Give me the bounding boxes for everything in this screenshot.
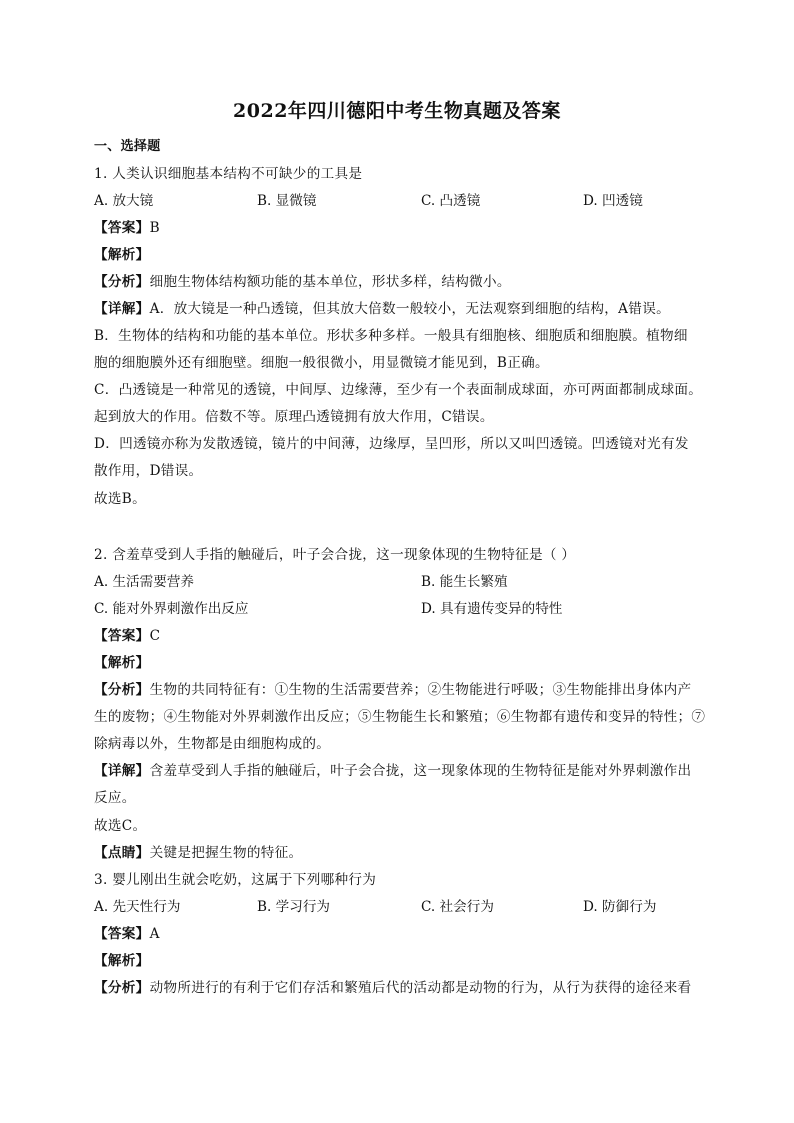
- q1-analysis-tag: 【解析】: [94, 247, 150, 263]
- answer-tag: 【答案】: [94, 926, 150, 942]
- q2-stem: 2. 含羞草受到人手指的触碰后，叶子会合拢，这一现象体现的生物特征是（ ）: [94, 547, 576, 563]
- answer-value: C: [149, 628, 161, 644]
- q2-xiangjie: [94, 762, 704, 780]
- q2-fenxi-line: 生的废物；④生物能对外界刺激作出反应；⑤生物能生长和繁殖；⑥生物都有遗传和变异的特性；⑦: [94, 709, 706, 725]
- q2-dianjing: [94, 844, 704, 862]
- q1-detail-line: C．凸透镜是一种常见的透镜，中间厚、边缘薄，至少有一个表面制成球面，亦可两面都制成球面。: [94, 382, 703, 398]
- q1-detail-line: 散作用，D错误。: [94, 463, 203, 479]
- dianjing-tag: 【点睛】: [94, 845, 150, 861]
- q1-fenxi: [94, 273, 704, 291]
- answer-value: B: [149, 220, 160, 236]
- q2-fenxi: [94, 681, 704, 699]
- q3-fenxi: [94, 979, 704, 997]
- fenxi-tag: 【分析】: [94, 274, 150, 290]
- q1-detail-line: 胞的细胞膜外还有细胞壁。细胞一般很微小，用显微镜才能见到，B正确。: [94, 355, 549, 371]
- q2-conclusion: 故选C。: [94, 818, 147, 834]
- answer-value: A: [149, 926, 160, 942]
- xiangjie-tag: 【详解】: [94, 763, 150, 779]
- q1-option-b: B. 显微镜: [257, 193, 317, 209]
- q1-stem: 1. 人类认识细胞基本结构不可缺少的工具是: [94, 166, 363, 182]
- q3-answer: [94, 925, 704, 943]
- q3-stem: 3. 婴儿刚出生就会吃奶，这属于下列哪种行为: [94, 872, 377, 888]
- dianjing-text: 关键是把握生物的特征。: [149, 845, 303, 861]
- xiangjie-tag: 【详解】: [94, 301, 150, 317]
- fenxi-text: 细胞生物体结构额功能的基本单位，形状多样，结构微小。: [149, 274, 511, 290]
- q3-option-c: C. 社会行为: [421, 899, 494, 915]
- q2-fenxi-line: 除病毒以外，生物都是由细胞构成的。: [94, 736, 331, 752]
- q3-option-b: B. 学习行为: [257, 899, 331, 915]
- q1-option-a: A. 放大镜: [94, 193, 154, 209]
- q2-option-d: D. 具有遗传变异的特性: [421, 601, 563, 617]
- xiangjie-text: 含羞草受到人手指的触碰后，叶子会合拢，这一现象体现的生物特征是能对外界刺激作出: [149, 763, 692, 779]
- q2-xiangjie-line: 反应。: [94, 790, 136, 806]
- fenxi-tag: 【分析】: [94, 682, 150, 698]
- q3-option-a: A. 先天性行为: [94, 899, 181, 915]
- q3-analysis-tag: 【解析】: [94, 953, 150, 969]
- q1-answer: [94, 219, 704, 237]
- q2-analysis-tag: 【解析】: [94, 655, 150, 671]
- q2-option-b: B. 能生长繁殖: [421, 574, 508, 590]
- q1-detail-line: 起到放大的作用。倍数不等。原理凸透镜拥有放大作用，C错误。: [94, 409, 494, 425]
- q1-xiangjie: [94, 300, 704, 318]
- q1-option-d: D. 凹透镜: [583, 193, 643, 209]
- fenxi-text: 动物所进行的有利于它们存活和繁殖后代的活动都是动物的行为，从行为获得的途径来看: [149, 980, 692, 996]
- answer-tag: 【答案】: [94, 220, 150, 236]
- q1-conclusion: 故选B。: [94, 491, 146, 507]
- fenxi-tag: 【分析】: [94, 980, 150, 996]
- q3-option-d: D. 防御行为: [583, 899, 657, 915]
- answer-tag: 【答案】: [94, 628, 150, 644]
- q2-option-a: A. 生活需要营养: [94, 574, 195, 590]
- fenxi-text: 生物的共同特征有：①生物的生活需要营养；②生物能进行呼吸；③生物能排出身体内产: [149, 682, 692, 698]
- q2-option-c: C. 能对外界刺激作出反应: [94, 601, 249, 617]
- q1-option-c: C. 凸透镜: [421, 193, 481, 209]
- section-heading: 一、选择题: [94, 139, 161, 154]
- page-title: 2022年四川德阳中考生物真题及答案: [233, 100, 561, 122]
- detail-line: A．放大镜是一种凸透镜，但其放大倍数一般较小，无法观察到细胞的结构，A错误。: [149, 301, 670, 317]
- q1-detail-line: B．生物体的结构和功能的基本单位。形状多种多样。一般具有细胞核、细胞质和细胞膜。植物细: [94, 328, 688, 344]
- q2-answer: [94, 627, 704, 645]
- q1-detail-line: D．凹透镜亦称为发散透镜，镜片的中间薄，边缘厚，呈凹形，所以又叫凹透镜。凹透镜对光有发: [94, 436, 689, 452]
